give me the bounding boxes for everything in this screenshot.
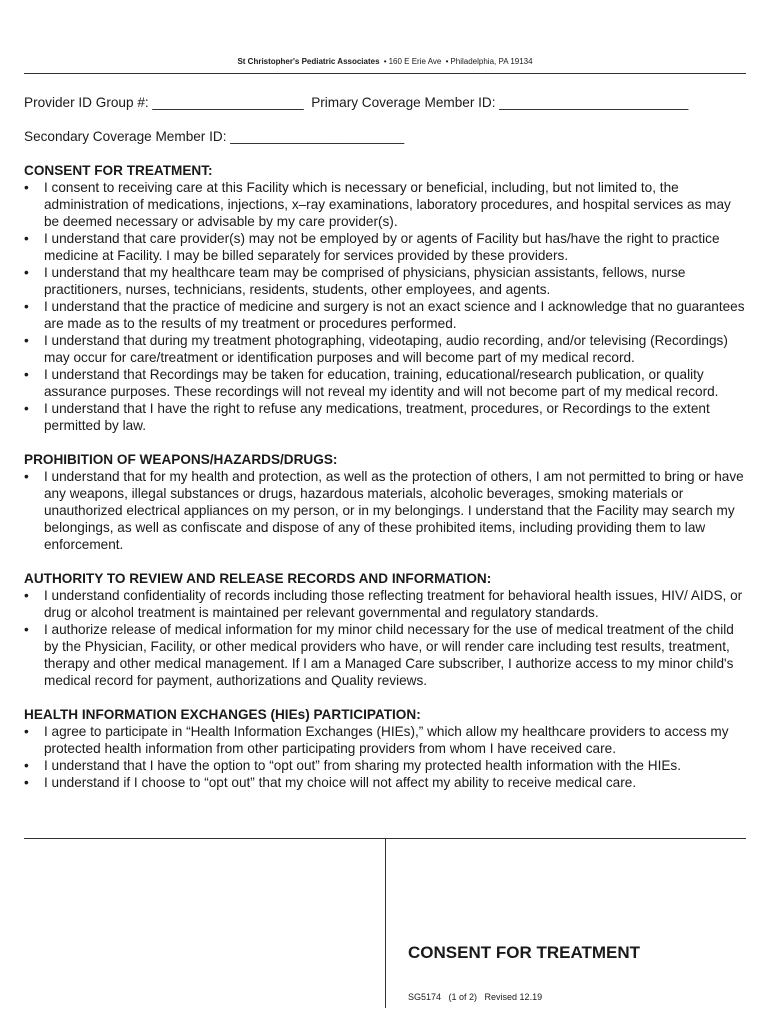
list-item: [24, 366, 746, 400]
bullet-icon: •: [24, 401, 29, 416]
list-item-text: I understand confidentiality of records including those reflecting treatment for behavioral health issues, HIV/ AIDS, or drug or alcohol treatment is maintained per relevant governmental and regulatory standards.: [44, 588, 743, 620]
letterhead: [0, 57, 770, 67]
list-item: [24, 400, 746, 434]
bullet-icon: •: [24, 299, 29, 314]
bullet-list: [24, 468, 746, 553]
bullet-icon: •: [24, 367, 29, 382]
separator: •: [445, 57, 449, 66]
list-item-text: I consent to receiving care at this Facility which is necessary or beneficial, including, but not limited to, the administration of medications, injections, x–ray examinations, laboratory procedures, and hospital services as may be deemed necessary or advisable by my care provider(s).: [44, 180, 731, 229]
list-item: [24, 621, 746, 689]
list-item: [24, 757, 746, 774]
secondary-coverage-line[interactable]: Secondary Coverage Member ID: _______________________: [24, 129, 405, 144]
section: [24, 162, 746, 434]
street-address: 160 E Erie Ave: [388, 57, 442, 66]
section-heading: HEALTH INFORMATION EXCHANGES (HIEs) PARTICIPATION:: [24, 707, 421, 722]
list-item: [24, 179, 746, 230]
bullet-icon: •: [24, 758, 29, 773]
list-item: [24, 230, 746, 264]
separator: •: [383, 57, 387, 66]
bullet-icon: •: [24, 469, 29, 484]
list-item: [24, 264, 746, 298]
consent-body: [24, 162, 746, 791]
organization-name: St Christopher's Pediatric Associates: [237, 57, 380, 66]
form-title: CONSENT FOR TREATMENT: [408, 943, 641, 962]
bullet-list: [24, 723, 746, 791]
section-heading: CONSENT FOR TREATMENT:: [24, 163, 213, 178]
bullet-icon: •: [24, 588, 29, 603]
provider-id-primary-coverage-line[interactable]: Provider ID Group #: ____________________ Primary Coverage Member ID: _________________________: [24, 95, 689, 110]
section: [24, 451, 746, 553]
list-item: [24, 468, 746, 553]
section: [24, 570, 746, 689]
list-item-text: I understand if I choose to “opt out” that my choice will not affect my ability to receive medical care.: [44, 775, 637, 790]
bullet-icon: •: [24, 231, 29, 246]
list-item: [24, 332, 746, 366]
list-item: [24, 774, 746, 791]
bullet-icon: •: [24, 724, 29, 739]
list-item-text: I understand that I have the option to “opt out” from sharing my protected health information with the HIEs.: [44, 758, 681, 773]
bullet-list: [24, 587, 746, 689]
header-rule: [24, 73, 746, 74]
list-item: [24, 723, 746, 757]
bullet-icon: •: [24, 333, 29, 348]
list-item-text: I authorize release of medical information for my minor child necessary for the use of medical treatment of the child by the Physician, Facility, or other medical providers who have, or will render care including test results, treatment, therapy and other medical management. If I am a Managed Care subscriber, I authorize access to my minor child's medical record for payment, authorizations and Quality reviews.: [44, 622, 734, 688]
section: [24, 706, 746, 791]
section-heading: AUTHORITY TO REVIEW AND RELEASE RECORDS AND INFORMATION:: [24, 571, 492, 586]
list-item: [24, 298, 746, 332]
list-item-text: I understand that care provider(s) may not be employed by or agents of Facility but has/have the right to practice medicine at Facility. I may be billed separately for services provided by these providers.: [44, 231, 720, 263]
list-item-text: I agree to participate in “Health Information Exchanges (HIEs),” which allow my healthcare providers to access my protected health information from other participating providers from whom I have received care.: [44, 724, 729, 756]
list-item: [24, 587, 746, 621]
list-item-text: I understand that my healthcare team may be comprised of physicians, physician assistants, fellows, nurse practitioners, nurses, technicians, residents, students, other employees, and agents.: [44, 265, 686, 297]
list-item-text: I understand that I have the right to refuse any medications, treatment, procedures, or Recordings to the extent permitted by law.: [44, 401, 710, 433]
city-state-zip: Philadelphia, PA 19134: [450, 57, 533, 66]
list-item-text: I understand that the practice of medicine and surgery is not an exact science and I acknowledge that no guarantees are made as to the results of my treatment or procedures performed.: [44, 299, 745, 331]
list-item-text: I understand that Recordings may be taken for education, training, educational/research publication, or quality assurance purposes. These recordings will not reveal my identity and will not become part of my medical record.: [44, 367, 719, 399]
bullet-icon: •: [24, 180, 29, 195]
footer-divider: [385, 838, 386, 1008]
bullet-icon: •: [24, 265, 29, 280]
bullet-list: [24, 179, 746, 434]
list-item-text: I understand that for my health and protection, as well as the protection of others, I am not permitted to bring or have any weapons, illegal substances or drugs, hazardous materials, alcoholic beverages, smoking materials or unauthorized electrical appliances on my person, or in my belongings. I understand that the Facility may search my belongings, as well as confiscate and dispose of any of these prohibited items, including providing them to law enforcement.: [44, 469, 744, 552]
section-heading: PROHIBITION OF WEAPONS/HAZARDS/DRUGS:: [24, 452, 338, 467]
bullet-icon: •: [24, 622, 29, 637]
form-code: SG5174 (1 of 2) Revised 12.19: [408, 992, 543, 1002]
bullet-icon: •: [24, 775, 29, 790]
list-item-text: I understand that during my treatment photographing, videotaping, audio recording, and/or televising (Recordings) may occur for care/treatment or identification purposes and will become part of my medical record.: [44, 333, 728, 365]
